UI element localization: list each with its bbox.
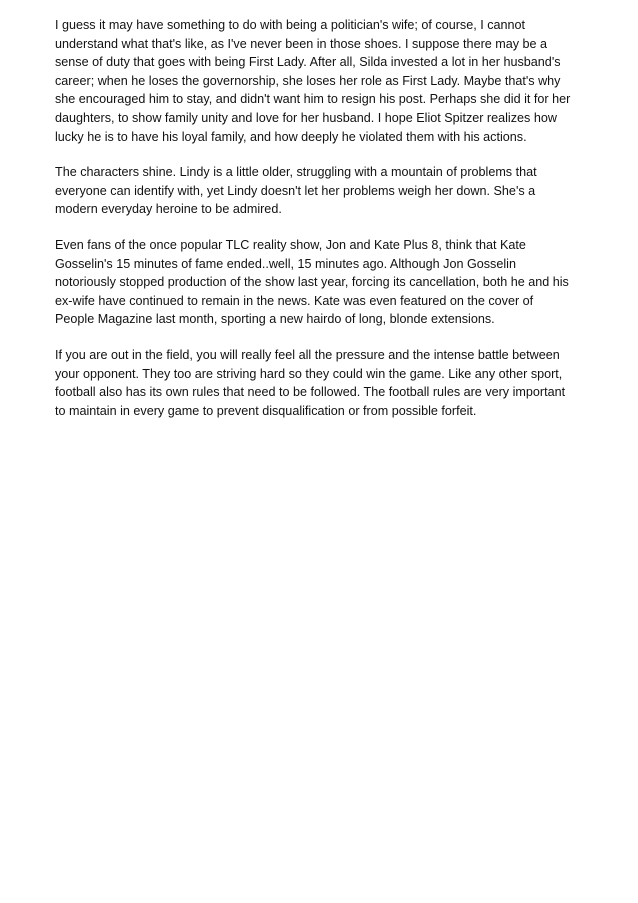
- text-line: career; when he loses the governorship, she loses her role as First Lady. Maybe that's why: [55, 73, 561, 88]
- text-line: Gosselin's 15 minutes of fame ended..well, 15 minutes ago. Although Jon Gosselin: [55, 256, 516, 271]
- text-line: If you are out in the field, you will really feel all the pressure and the intense battle between: [55, 347, 560, 362]
- text-line: lucky he is to have his loyal family, and how deeply he violated them with his actions.: [55, 129, 527, 144]
- text-line: modern everyday heroine to be admired.: [55, 202, 282, 217]
- text-line: daughters, to show family unity and love for her husband. I hope Eliot Spitzer realizes how: [55, 110, 557, 125]
- text-line: football also has its own rules that need to be followed. The football rules are very important: [55, 385, 566, 400]
- text-line: ex-wife have continued to remain in the news. Kate was even featured on the cover of: [55, 293, 534, 308]
- text-line: Even fans of the once popular TLC reality show, Jon and Kate Plus 8, think that Kate: [55, 237, 526, 252]
- paragraph-tlc-reality-show: [55, 236, 595, 329]
- text-line: sense of duty that goes with being First Lady. After all, Silda invested a lot in her husband's: [55, 55, 561, 70]
- text-line: People Magazine last month, sporting a new hairdo of long, blonde extensions.: [55, 312, 495, 327]
- text-line: The characters shine. Lindy is a little older, struggling with a mountain of problems that: [55, 165, 537, 180]
- paragraph-politician-wife: [55, 16, 595, 146]
- document-body: [55, 16, 595, 437]
- paragraph-football-rules: [55, 346, 595, 420]
- text-line: I guess it may have something to do with being a politician's wife; of course, I cannot: [55, 18, 526, 32]
- paragraph-characters-shine: [55, 163, 595, 219]
- text-line: notoriously stopped production of the show last year, forcing its cancellation, both he and his: [55, 275, 569, 290]
- text-line: she encouraged him to stay, and didn't want him to resign his post. Perhaps she did it for her: [55, 92, 571, 107]
- text-line: to maintain in every game to prevent disqualification or from possible forfeit.: [55, 403, 477, 418]
- text-line: your opponent. They too are striving hard so they could win the game. Like any other sport,: [55, 366, 563, 381]
- text-line: everyone can identify with, yet Lindy doesn't let her problems weigh her down. She's a: [55, 183, 536, 198]
- text-line: understand what that's like, as I've never been in those shoes. I suppose there may be a: [55, 36, 548, 51]
